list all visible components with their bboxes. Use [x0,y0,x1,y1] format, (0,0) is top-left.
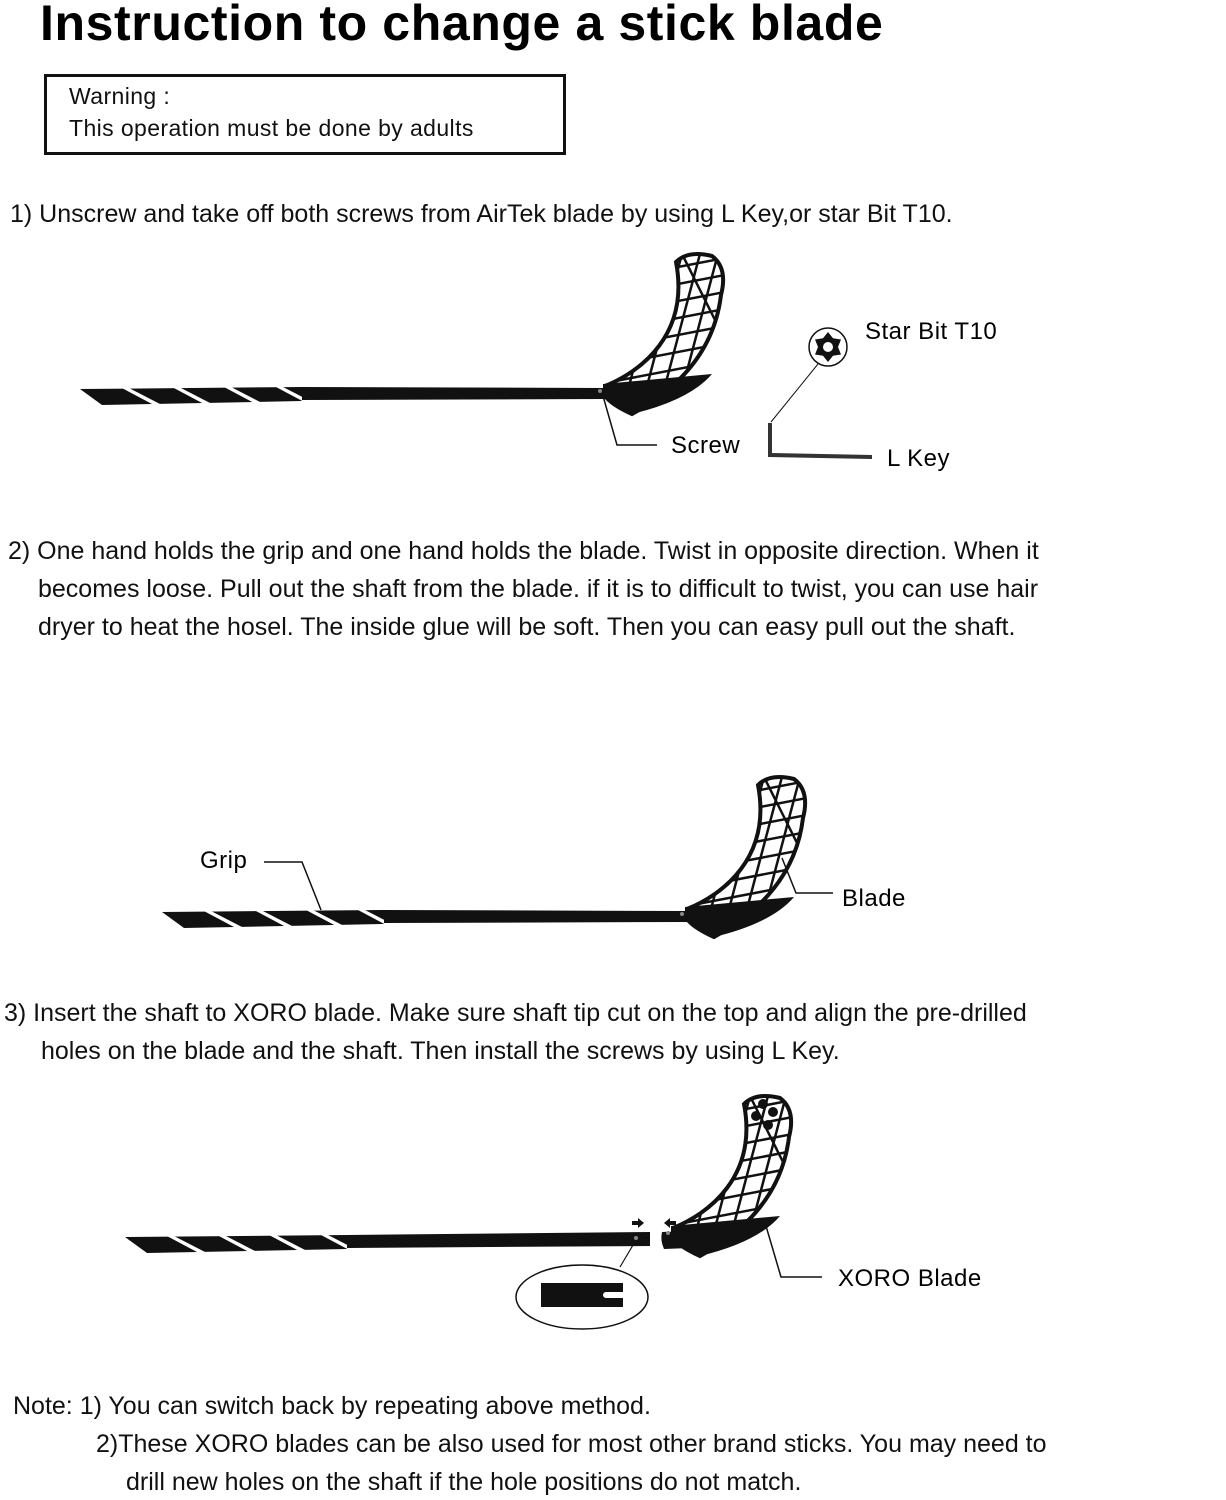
step-1-line: 1) Unscrew and take off both screws from AirTek blade by using L Key,or star Bit T10. [10,200,953,228]
stick-diagram-step-1 [80,250,773,420]
blade-label: Blade [842,885,906,912]
screw-hole [598,389,602,393]
shaft-hole [634,1236,638,1240]
shaft-tip-detail [516,1240,648,1329]
grip-label: Grip [200,847,248,874]
star-bit-icon [809,328,847,366]
screw-hole [680,912,684,916]
step-2-line: 2) One hand holds the grip and one hand holds the blade. Twist in opposite direction. When it [8,537,1039,565]
blade-hole [758,1099,768,1109]
note-line: 2)These XORO blades can be also used for most other brand sticks. You may need to [96,1430,1047,1458]
star-bit-label: Star Bit T10 [865,318,998,345]
warning-text: This operation must be done by adults [69,115,474,141]
blade-hole [751,1111,761,1121]
blade [666,1092,841,1262]
shaft [347,1232,650,1248]
note-line: drill new holes on the shaft if the hole positions do not match. [126,1468,802,1496]
note-line: Note: 1) You can switch back by repeating above method. [13,1392,651,1420]
page-title: Instruction to change a stick blade [40,0,884,51]
l-key-icon [768,423,872,459]
arrow-right-icon [632,1218,644,1228]
step-3-line: 3) Insert the shaft to XORO blade. Make sure shaft tip cut on the top and align the pre-drilled [4,999,1027,1027]
shaft [302,387,605,400]
step-3-line: holes on the blade and the shaft. Then install the screws by using L Key. [41,1037,840,1065]
screw-hole [666,1231,670,1235]
blade [598,250,773,420]
step-2-line: dryer to heat the hosel. The inside glue will be soft. Then you can easy pull out the shaft. [38,613,1016,641]
xoro-blade-label: XORO Blade [838,1265,982,1292]
stick-diagram-step-2 [162,773,855,943]
warning-heading: Warning : [69,83,171,109]
shaft [384,910,687,923]
l-key-label: L Key [887,445,950,472]
blade-hole [763,1120,773,1130]
blade-hole [768,1107,778,1117]
step-2-line: becomes loose. Pull out the shaft from the blade. if it is to difficult to twist, you can use hair [38,575,1039,603]
screw-label: Screw [671,432,741,459]
stick-diagram-step-3 [125,1092,841,1262]
blade [680,773,855,943]
